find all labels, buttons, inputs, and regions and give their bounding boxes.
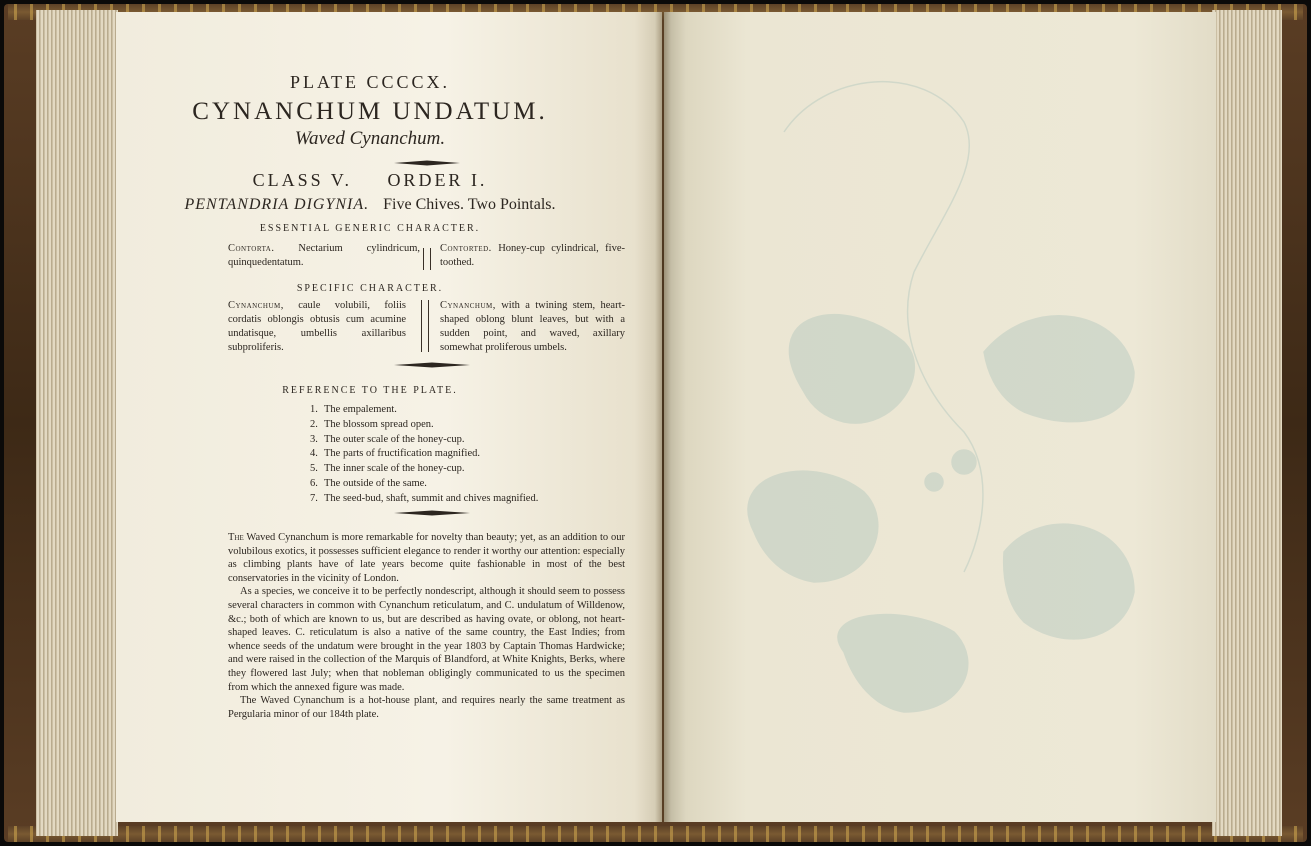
generic-latin-lead: Contorta. bbox=[228, 243, 275, 254]
ornament-rule-1 bbox=[394, 160, 460, 166]
class-order bbox=[0, 170, 740, 191]
specific-latin bbox=[228, 299, 406, 355]
system-name: PENTANDRIA DIGYNIA. bbox=[184, 196, 370, 213]
reference-item: 1. The empalement. bbox=[310, 404, 397, 415]
order-label: ORDER I. bbox=[387, 170, 488, 190]
paragraph-1: The Waved Cynanchum is more remarkable for novelty than beauty; yet, as an addition to our volubilous exotics, it possesses sufficient elegance to render it worthy our attention: especially as climbing plants have of late years become quite fashionable in most of the best conservatories in the vicinity of London. bbox=[228, 532, 625, 584]
generic-heading: ESSENTIAL GENERIC CHARACTER. bbox=[259, 223, 481, 234]
generic-latin-text: Nectarium cylindricum, quinquedentatum. bbox=[228, 243, 420, 268]
specific-latin-text: caule volubili, foliis cordatis oblongis obtusis cum acumine undatisque, umbellis axillaribus subproliferis. bbox=[228, 300, 407, 353]
paragraph-2: As a species, we conceive it to be perfectly nondescript, although it should seem to possess several characters in common with Cynanchum reticulatum, and C. undulatum of Willdenow, &c.; both of which are known to us, but are described as having ovate, or oblong, not heart-shaped leaves. C. reticulatum is also a native of the same country, the East Indies; from whence seeds of the undatum were brought in the year 1803 by Captain Thomas Hardwicke; and were raised in the collection of the Marquis of Blandford, at White Knights, Berks, where they flowered last July; when that nobleman obligingly communicated to us the specimen from which the annexed figure was made. bbox=[228, 586, 625, 693]
ornament-rule-3 bbox=[394, 510, 470, 516]
specific-english bbox=[440, 299, 625, 355]
common-name: Waved Cynanchum. bbox=[294, 128, 446, 149]
specific-heading: SPECIFIC CHARACTER. bbox=[296, 283, 444, 294]
specific-latin-lead: Cynanchum, bbox=[228, 300, 284, 311]
column-divider-1 bbox=[423, 248, 431, 270]
bleed-through-illustration bbox=[664, 12, 1216, 822]
generic-english-text: Honey-cup cylindrical, five-toothed. bbox=[440, 243, 626, 268]
page-edges-right bbox=[1212, 10, 1282, 836]
class-label: CLASS V. bbox=[252, 170, 352, 190]
reference-item: 5. The inner scale of the honey-cup. bbox=[310, 463, 465, 475]
reference-heading: REFERENCE TO THE PLATE. bbox=[282, 385, 458, 396]
reference-item: 2. The blossom spread open. bbox=[310, 418, 434, 430]
system-note: Five Chives. Two Pointals. bbox=[383, 196, 556, 213]
generic-latin bbox=[228, 242, 420, 270]
right-page bbox=[664, 12, 1216, 822]
plate-number: PLATE CCCCX. bbox=[289, 72, 451, 92]
reference-list bbox=[310, 403, 538, 507]
reference-item: 6. The outside of the same. bbox=[310, 477, 427, 489]
column-divider-2 bbox=[421, 300, 429, 352]
specific-english-lead: Cynanchum, bbox=[440, 300, 496, 311]
book-gutter bbox=[655, 12, 671, 822]
ornament-rule-2 bbox=[394, 362, 470, 368]
species-title: CYNANCHUM UNDATUM. bbox=[192, 98, 548, 125]
generic-english-lead: Contorted. bbox=[440, 243, 492, 254]
reference-item: 4. The parts of fructification magnified. bbox=[310, 448, 480, 460]
specific-english-text: with a twining stem, heart-shaped oblong blunt leaves, but with a sudden point, and waved, axillary somewhat proliferous umbels. bbox=[440, 300, 625, 353]
left-page bbox=[116, 12, 662, 822]
reference-item: 3. The outer scale of the honey-cup. bbox=[310, 433, 465, 445]
paragraph-3: The Waved Cynanchum is a hot-house plant, and requires nearly the same treatment as Pergularia minor of our 184th plate. bbox=[228, 695, 625, 720]
description-text bbox=[228, 531, 625, 721]
reference-item: 7. The seed-bud, shaft, summit and chives magnified. bbox=[310, 492, 539, 504]
linnaean-system bbox=[0, 196, 740, 214]
generic-english bbox=[440, 242, 625, 270]
